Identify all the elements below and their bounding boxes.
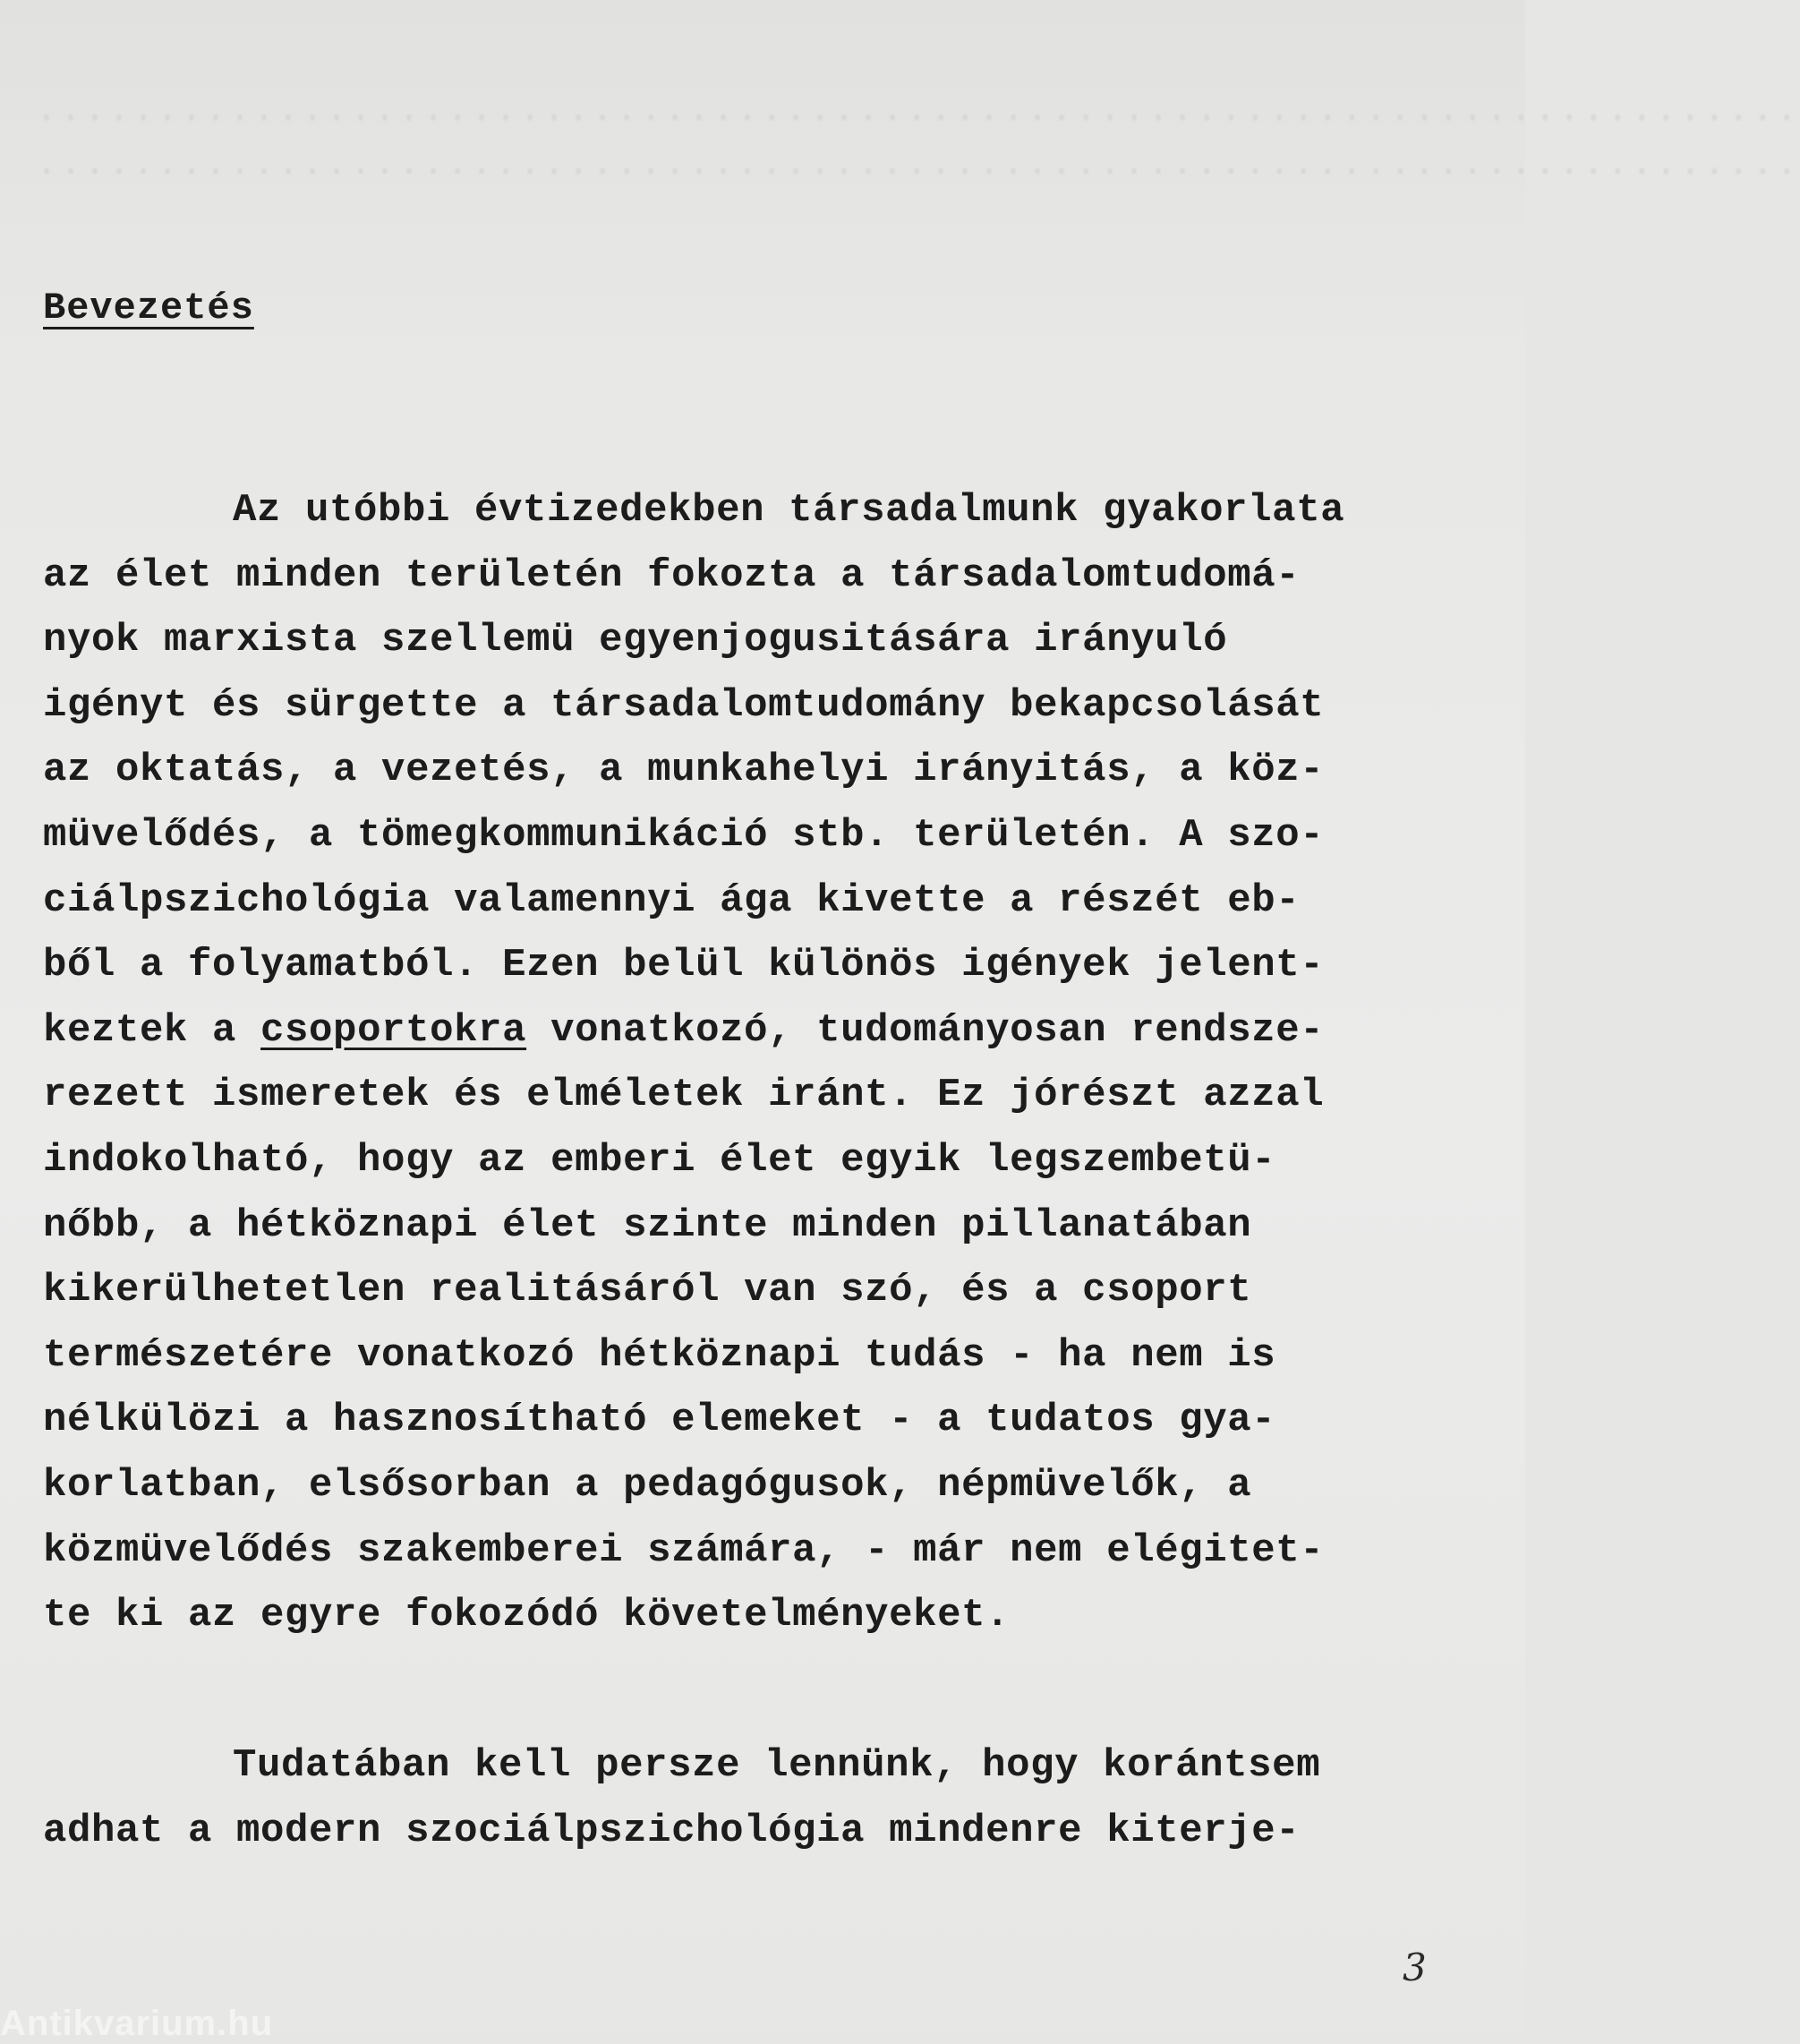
text-line: ből a folyamatból. Ezen belül különös igények jelent- (43, 943, 1325, 988)
paragraph-2 (43, 1733, 1493, 1863)
text-line: kikerülhetetlen realitásáról van szó, és a csoport (43, 1268, 1252, 1313)
page-number: 3 (1403, 1946, 1427, 1989)
text-line: az oktatás, a vezetés, a munkahelyi irányitás, a köz- (43, 748, 1325, 793)
text-line: az élet minden területén fokozta a társadalomtudomá- (43, 552, 1301, 598)
text-line: természetére vonatkozó hétköznapi tudás - ha nem is (43, 1332, 1276, 1378)
text-line: Az utóbbi évtizedekben társadalmunk gyakorlata (233, 488, 1345, 533)
text-line: Tudatában kell persze lennünk, hogy korántsem (233, 1743, 1321, 1788)
text-line: nélkülözi a hasznosítható elemeket - a tudatos gya- (43, 1398, 1276, 1443)
text-line: indokolható, hogy az emberi élet egyik legszembetü- (43, 1137, 1276, 1183)
text-line: keztek a csoportokra vonatkozó, tudományosan rendsze- (43, 1007, 1325, 1053)
bleed-through-text: ········································································· (36, 152, 1800, 192)
text-line: igényt és sürgette a társadalomtudomány bekapcsolását (43, 682, 1325, 728)
watermark: Antikvarium.hu (0, 2004, 274, 2043)
bleed-through-text: ········································································· (36, 98, 1800, 139)
text-line: ciálpszichológia valamennyi ága kivette a részét eb- (43, 877, 1301, 923)
text-line: nőbb, a hétköznapi élet szinte minden pillanatában (43, 1202, 1252, 1248)
underlined-word: csoportokra (260, 1007, 527, 1053)
text-line: nyok marxista szellemü egyenjogusitására irányuló (43, 618, 1228, 663)
text-line: adhat a modern szociálpszichológia mindenre kiterje- (43, 1808, 1301, 1853)
text-line: müvelődés, a tömegkommunikáció stb. területén. A szo- (43, 812, 1325, 858)
text-line: rezett ismeretek és elméletek iránt. Ez jórészt azzal (43, 1073, 1325, 1118)
paragraph-1 (43, 478, 1493, 1648)
text-line: korlatban, elsősorban a pedagógusok, népmüvelők, a (43, 1462, 1252, 1508)
section-heading: Bevezetés (43, 287, 254, 329)
text-line: te ki az egyre fokozódó követelményeket. (43, 1593, 1011, 1638)
text-line: közmüvelődés szakemberei számára, - már nem elégitet- (43, 1527, 1325, 1573)
